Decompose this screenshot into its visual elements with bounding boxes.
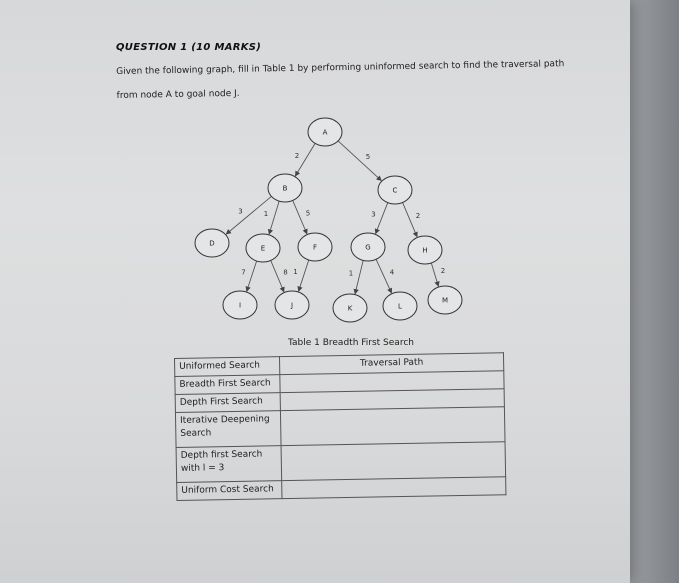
edge-weight-B-F: 5 [305, 209, 311, 218]
table-row [176, 442, 506, 483]
edge-weight-G-L: 4 [389, 268, 395, 277]
edge-weight-A-B: 2 [294, 152, 300, 160]
graph-node-b [268, 174, 302, 202]
edge-weight-E-I: 7 [241, 268, 246, 277]
edge-weight-C-G: 3 [371, 210, 376, 219]
graph-node-i [223, 291, 257, 319]
svg-text:C: C [392, 186, 398, 195]
path-cell[interactable] [280, 407, 505, 446]
graph-node-f [298, 233, 332, 261]
graph-node-d [195, 229, 229, 257]
svg-text:K: K [347, 304, 353, 313]
row-label: Depth first Search with l = 3 [176, 446, 282, 483]
path-cell[interactable] [281, 442, 506, 481]
row-label: Uniform Cost Search [177, 481, 282, 501]
svg-text:B: B [282, 184, 288, 193]
svg-text:H: H [422, 246, 428, 255]
row-label: Breadth First Search [175, 375, 280, 395]
edge-E-I [247, 261, 257, 291]
graph-edges [226, 141, 438, 294]
edge-H-M [431, 263, 438, 286]
svg-text:A: A [322, 128, 328, 137]
graph-node-l [383, 292, 417, 320]
graph-node-c [378, 176, 412, 204]
path-cell[interactable] [282, 477, 506, 499]
question-text: Given the following graph, fill in Table 1 by performing uninformed search to find the traversal path from node A to goal node J. [116, 59, 565, 101]
graph-node-h [408, 236, 442, 264]
edge-weight-E-J: 8 [283, 268, 288, 277]
svg-text:I: I [238, 301, 242, 310]
header-uniformed-search: Uniformed Search [175, 357, 280, 377]
edge-weight-G-K: 1 [348, 269, 354, 278]
edge-C-G [376, 203, 388, 234]
edge-B-F [293, 200, 307, 233]
edge-weight-A-C: 5 [365, 153, 371, 161]
edge-G-K [355, 260, 363, 293]
edge-weight-H-M: 2 [440, 267, 446, 275]
svg-text:D: D [209, 239, 215, 248]
graph-node-m [428, 286, 462, 314]
graph-node-e [246, 234, 280, 262]
svg-text:M: M [441, 296, 449, 305]
svg-text:G: G [365, 243, 371, 252]
svg-text:F: F [312, 243, 318, 252]
edge-weight-B-D: 3 [238, 207, 243, 216]
header-traversal-path: Traversal Path [279, 353, 503, 375]
edge-weight-B-E: 1 [263, 210, 269, 218]
search-table [174, 352, 506, 501]
row-label: Depth First Search [175, 393, 280, 413]
edge-E-J [271, 260, 284, 291]
svg-text:L: L [398, 302, 402, 311]
edge-weight-C-H: 2 [415, 212, 421, 220]
table-caption: Table 1 Breadth First Search [288, 338, 414, 348]
edge-A-C [338, 141, 381, 180]
row-label: Iterative Deepening Search [175, 411, 281, 448]
graph-node-g [351, 233, 385, 261]
svg-text:J: J [290, 301, 294, 310]
edge-weight-F-J: 1 [293, 268, 298, 276]
graph-node-k [333, 294, 367, 322]
graph-node-j [275, 291, 309, 319]
graph-nodes [195, 118, 462, 322]
svg-text:E: E [260, 244, 266, 253]
search-graph [170, 110, 500, 335]
edge-F-J [299, 260, 309, 291]
edge-B-E [269, 201, 279, 234]
table-row [175, 407, 505, 448]
graph-node-a [308, 118, 342, 146]
question-title: QUESTION 1 (10 MARKS) [116, 42, 262, 53]
